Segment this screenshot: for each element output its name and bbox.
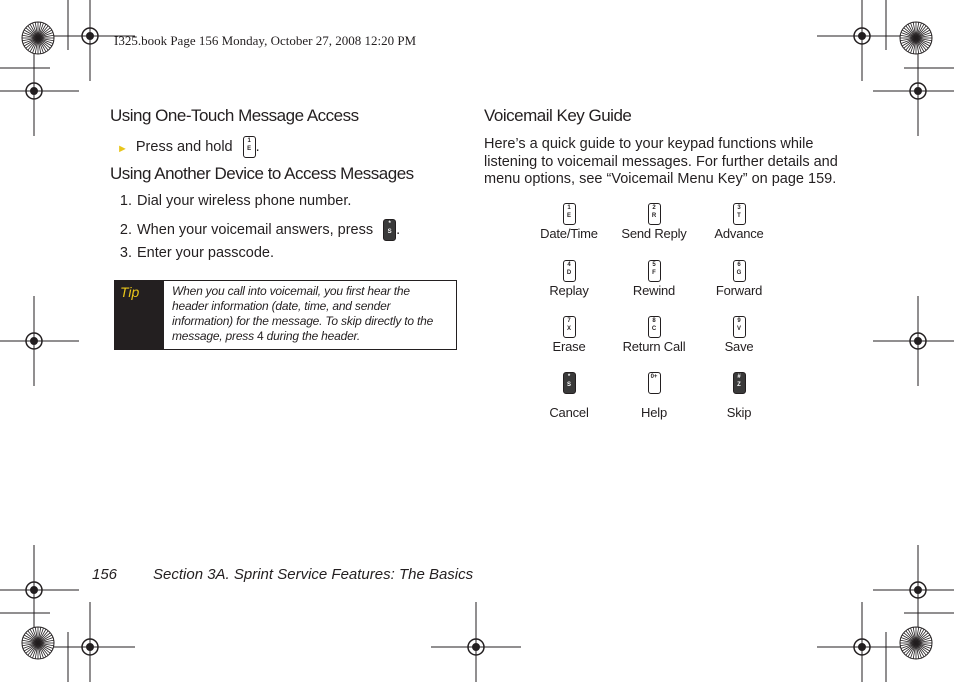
starburst-mark-icon bbox=[22, 627, 54, 659]
registration-mark-icon bbox=[431, 602, 521, 682]
step-text: When your voicemail answers, press bbox=[137, 221, 374, 238]
key-guide-item bbox=[684, 372, 794, 420]
tip-line: header information (date, time, and sender bbox=[172, 299, 391, 313]
keypad-key-icon: 5 F bbox=[648, 260, 661, 282]
keypad-key-icon: 6 G bbox=[733, 260, 746, 282]
key-guide-item bbox=[684, 203, 794, 241]
keypad-key-icon: 4 D bbox=[563, 260, 576, 282]
step-3 bbox=[114, 245, 274, 261]
registration-mark-icon bbox=[817, 0, 907, 81]
step-text: Enter your passcode. bbox=[137, 245, 275, 261]
tip-label-panel bbox=[115, 281, 164, 349]
registration-mark-icon bbox=[873, 296, 954, 386]
keypad-key-icon: # Z bbox=[733, 372, 746, 394]
key-function-label: Forward bbox=[715, 283, 763, 298]
step-text: Dial your wireless phone number. bbox=[137, 193, 352, 209]
section-title-key-guide: Voicemail Key Guide bbox=[484, 106, 632, 125]
registration-mark-icon bbox=[0, 46, 79, 136]
step-number: 1. bbox=[119, 193, 132, 209]
intro-line: menu options, see “Voicemail Menu Key” on page 159. bbox=[484, 171, 837, 187]
key-star-icon: * S bbox=[383, 219, 396, 241]
starburst-mark-icon bbox=[22, 22, 54, 54]
tip-line: message, press 4 during the header. bbox=[172, 329, 361, 343]
bullet-period: . bbox=[255, 138, 260, 155]
key-function-label: Save bbox=[724, 339, 754, 354]
key-function-label: Return Call bbox=[622, 339, 686, 354]
key-function-label: Cancel bbox=[549, 405, 589, 420]
key-function-label: Replay bbox=[549, 283, 589, 298]
registration-mark-icon bbox=[45, 602, 135, 682]
registration-mark-icon bbox=[873, 46, 954, 136]
step-number: 2. bbox=[119, 221, 132, 238]
key-1-icon: 1 E bbox=[243, 136, 256, 158]
intro-line: Here’s a quick guide to your keypad functions while bbox=[484, 136, 814, 152]
tip-box bbox=[114, 280, 457, 350]
registration-mark-icon bbox=[873, 545, 954, 635]
keypad-key-icon: 3 T bbox=[733, 203, 746, 225]
bullet-text: Press and hold bbox=[135, 138, 233, 155]
registration-mark-icon bbox=[0, 296, 79, 386]
tip-line: information) for the message. To skip directly to the bbox=[172, 314, 434, 328]
keypad-key-icon: 2 R bbox=[648, 203, 661, 225]
keypad-key-icon: 9 V bbox=[733, 316, 746, 338]
step-period: . bbox=[396, 221, 401, 238]
keypad-key-icon: 1 E bbox=[563, 203, 576, 225]
keypad-key-icon: 8 C bbox=[648, 316, 661, 338]
keypad-key-icon: * S bbox=[563, 372, 576, 394]
intro-line: listening to voicemail messages. For further details and bbox=[484, 153, 838, 170]
step-1 bbox=[114, 193, 351, 209]
footer-section-title: Section 3A. Sprint Service Features: The Basics bbox=[153, 566, 474, 583]
key-function-label: Date/Time bbox=[540, 226, 598, 241]
starburst-mark-icon bbox=[900, 22, 932, 54]
key-4-text: 4 bbox=[257, 329, 264, 343]
section-title-another-device: Using Another Device to Access Messages bbox=[110, 164, 414, 183]
key-function-label: Rewind bbox=[632, 283, 676, 298]
key-function-label: Help bbox=[641, 405, 667, 420]
key-function-label: Skip bbox=[726, 405, 752, 420]
tip-line: When you call into voicemail, you first hear the bbox=[172, 284, 410, 298]
page-number: 156 bbox=[92, 566, 118, 583]
key-guide-intro bbox=[484, 136, 844, 189]
book-info-line: I325.book Page 156 Monday, October 27, 2008 12:20 PM bbox=[114, 33, 417, 48]
one-touch-bullet bbox=[117, 136, 260, 158]
registration-mark-icon bbox=[0, 545, 79, 635]
registration-mark-icon bbox=[817, 602, 907, 682]
keypad-key-icon: 7 X bbox=[563, 316, 576, 338]
starburst-mark-icon bbox=[900, 627, 932, 659]
step-2 bbox=[114, 219, 400, 241]
tip-text bbox=[172, 284, 452, 344]
key-function-label: Erase bbox=[552, 339, 586, 354]
key-function-label: Send Reply bbox=[621, 226, 687, 241]
key-guide-item bbox=[684, 316, 794, 354]
bullet-arrow-icon: ► bbox=[117, 142, 128, 155]
keypad-key-icon: 0+ bbox=[648, 372, 661, 394]
key-function-label: Advance bbox=[714, 226, 764, 241]
tip-label: Tip bbox=[120, 284, 140, 300]
section-title-one-touch: Using One-Touch Message Access bbox=[110, 106, 359, 125]
key-guide-item bbox=[684, 260, 794, 298]
step-number: 3. bbox=[119, 245, 132, 261]
